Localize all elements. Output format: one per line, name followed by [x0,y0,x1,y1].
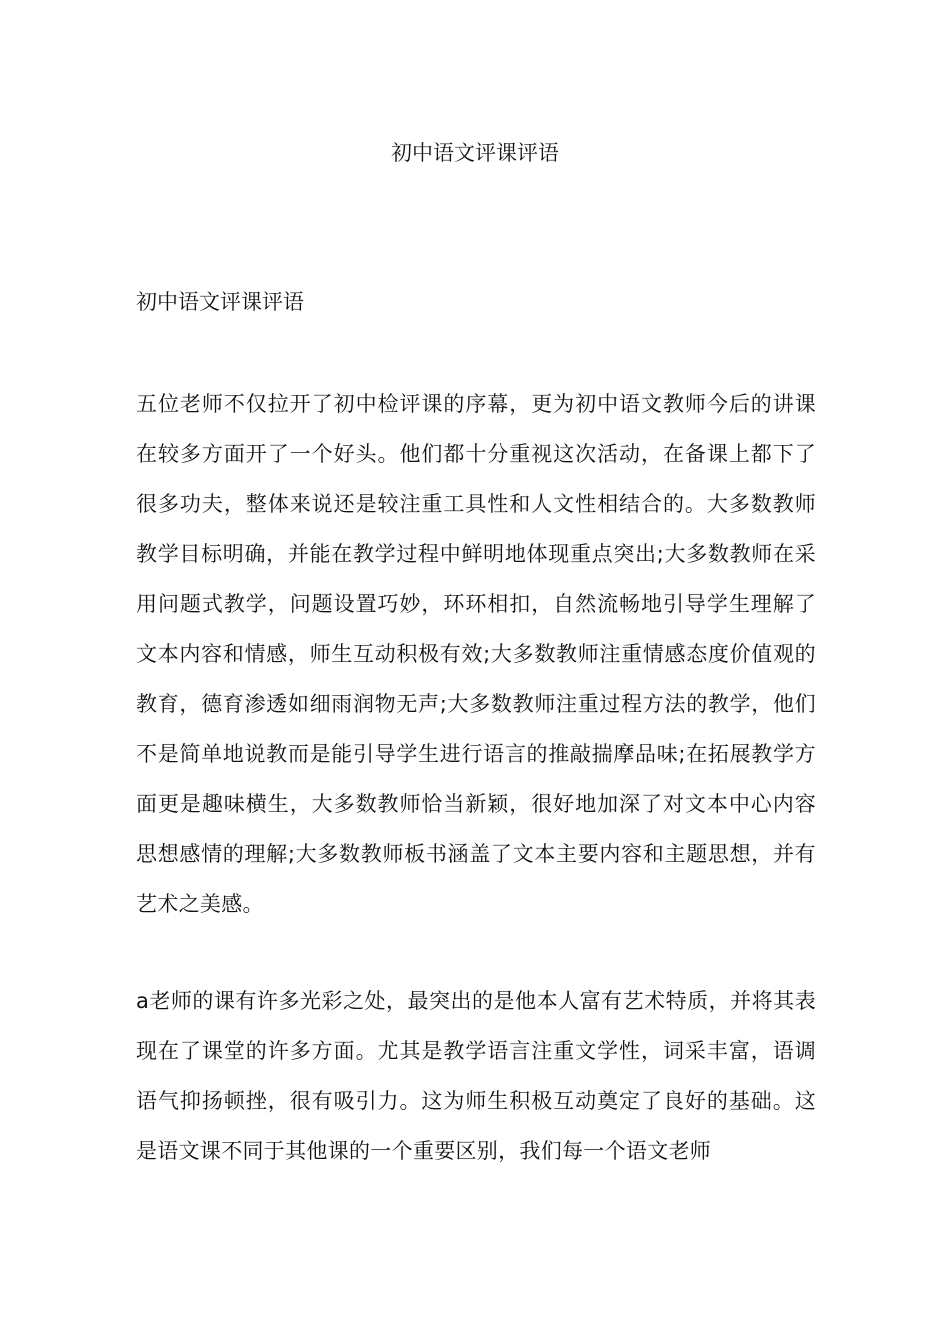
body-paragraph: a老师的课有许多光彩之处，最突出的是他本人富有艺术特质，并将其表现在了课堂的许多方面。尤其是教学语言注重文学性，词采丰富，语调语气抑扬顿挫，很有吸引力。这为师生积极互动奠定了良好的基础。这是语文课不同于其他课的一个重要区别，我们每一个语文老师 [136,989,816,1163]
document-title: 初中语文评课评语 [391,141,559,165]
section-heading: 初中语文评课评语 [136,290,304,314]
body-paragraph: 五位老师不仅拉开了初中检评课的序幕，更为初中语文教师今后的讲课在较多方面开了一个好头。他们都十分重视这次活动，在备课上都下了很多功夫，整体来说还是较注重工具性和人文性相结合的。大多数教师教学目标明确，并能在教学过程中鲜明地体现重点突出;大多数教师在采用问题式教学，问题设置巧妙，环环相扣，自然流畅地引导学生理解了文本内容和情感，师生互动积极有效;大多数教师注重情感态度价值观的教育，德育渗透如细雨润物无声;大多数教师注重过程方法的教学，他们不是简单地说教而是能引导学生进行语言的推敲揣摩品味;在拓展教学方面更是趣味横生，大多数教师恰当新颖，很好地加深了对文本中心内容思想感情的理解;大多数教师板书涵盖了文本主要内容和主题思想，并有艺术之美感。 [136,392,816,916]
